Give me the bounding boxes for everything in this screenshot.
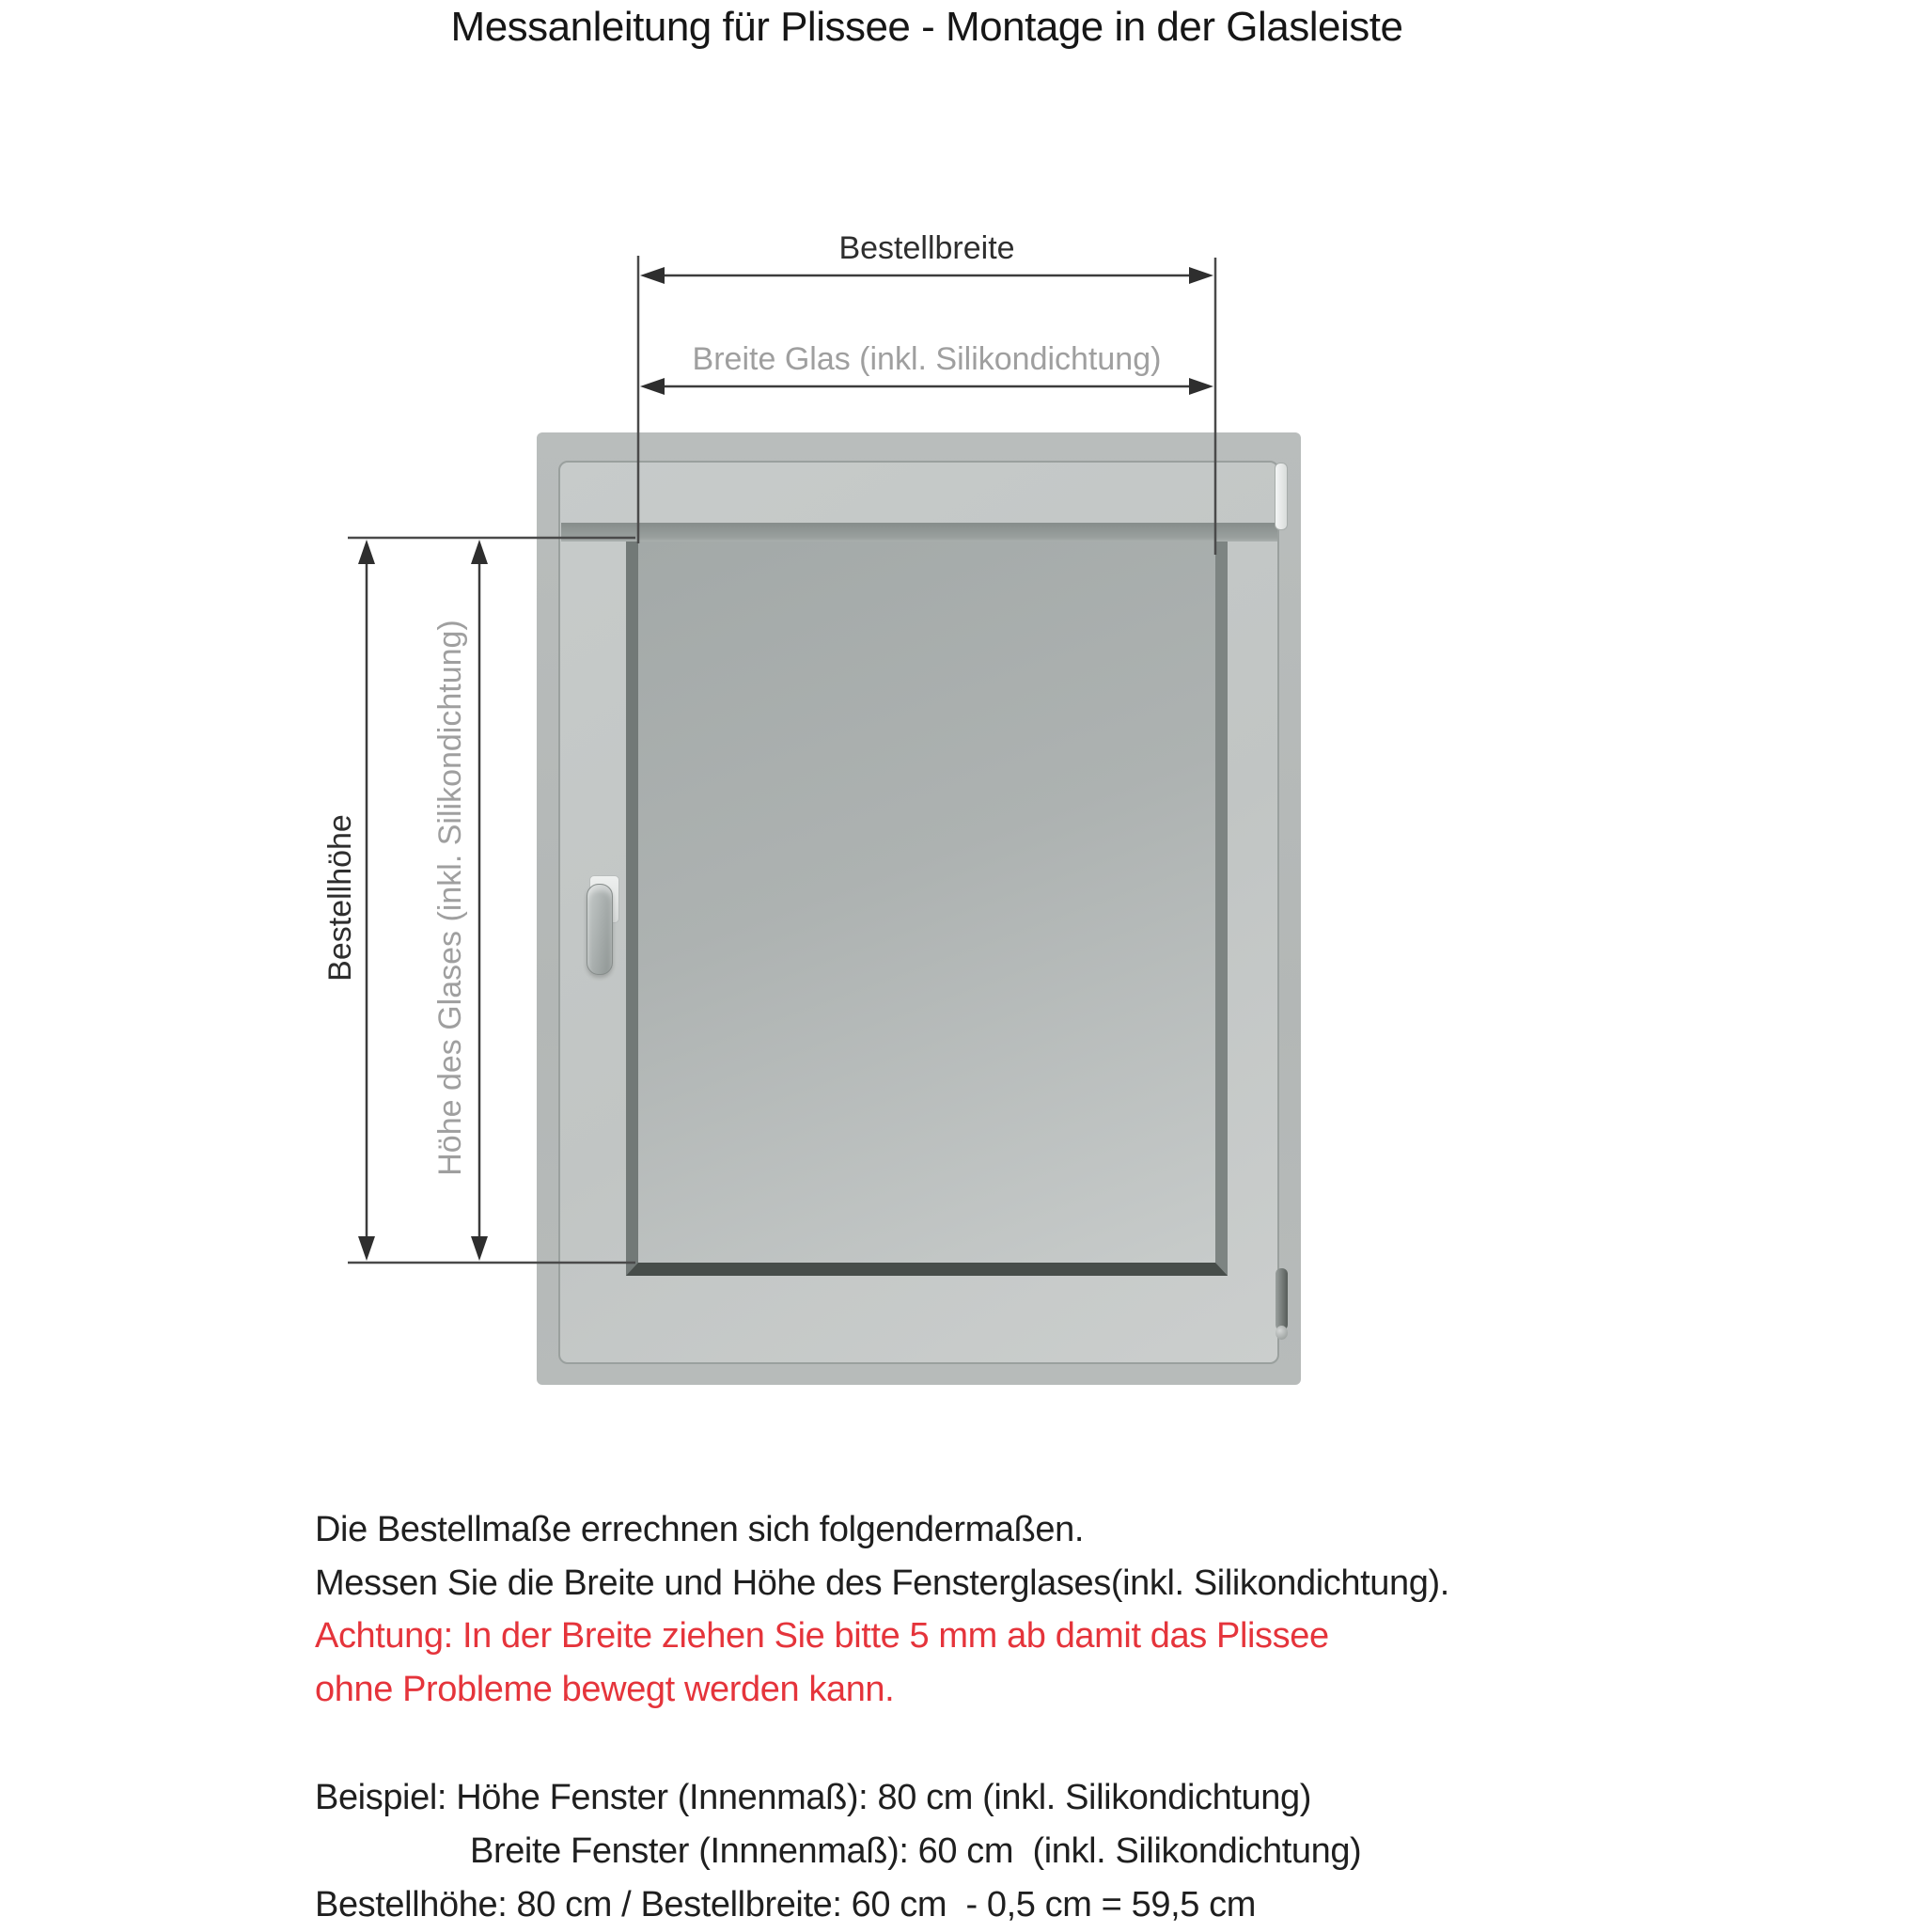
- label-hoehe-glas: Höhe des Glases (inkl. Silikondichtung): [432, 620, 468, 1176]
- example-line-2: Breite Fenster (Innnenmaß): 60 cm (inkl. Silikondichtung): [470, 1831, 1362, 1871]
- warning-line-2: ohne Probleme bewegt werden kann.: [315, 1669, 895, 1709]
- example-line-3: Bestellhöhe: 80 cm / Bestellbreite: 60 cm - 0,5 cm = 59,5 cm: [315, 1885, 1257, 1924]
- example-block: [315, 1771, 1361, 1932]
- instruction-line-2: Messen Sie die Breite und Höhe des Fensterglases(inkl. Silikondichtung).: [315, 1563, 1449, 1603]
- breite-glas-arrow: [640, 378, 1213, 395]
- hoehe-glas-arrow: [471, 540, 488, 1261]
- label-bestellbreite: Bestellbreite: [838, 230, 1015, 266]
- guide-lines: [348, 256, 1215, 1263]
- bestellhoehe-arrow: [358, 540, 375, 1261]
- warning-line-1: Achtung: In der Breite ziehen Sie bitte 5 mm ab damit das Plissee: [315, 1616, 1329, 1656]
- label-breite-glas: Breite Glas (inkl. Silikondichtung): [692, 341, 1162, 377]
- instructions-paragraph: [315, 1503, 1449, 1716]
- page-title: Messanleitung für Plissee - Montage in der Glasleiste: [450, 4, 1403, 50]
- dimension-arrows: [358, 267, 1213, 1261]
- example-line-1: Beispiel: Höhe Fenster (Innenmaß): 80 cm (inkl. Silikondichtung): [315, 1778, 1311, 1817]
- instruction-line-1: Die Bestellmaße errechnen sich folgendermaßen.: [315, 1510, 1085, 1549]
- label-bestellhoehe: Bestellhöhe: [322, 814, 358, 982]
- bestellbreite-arrow: [640, 267, 1213, 284]
